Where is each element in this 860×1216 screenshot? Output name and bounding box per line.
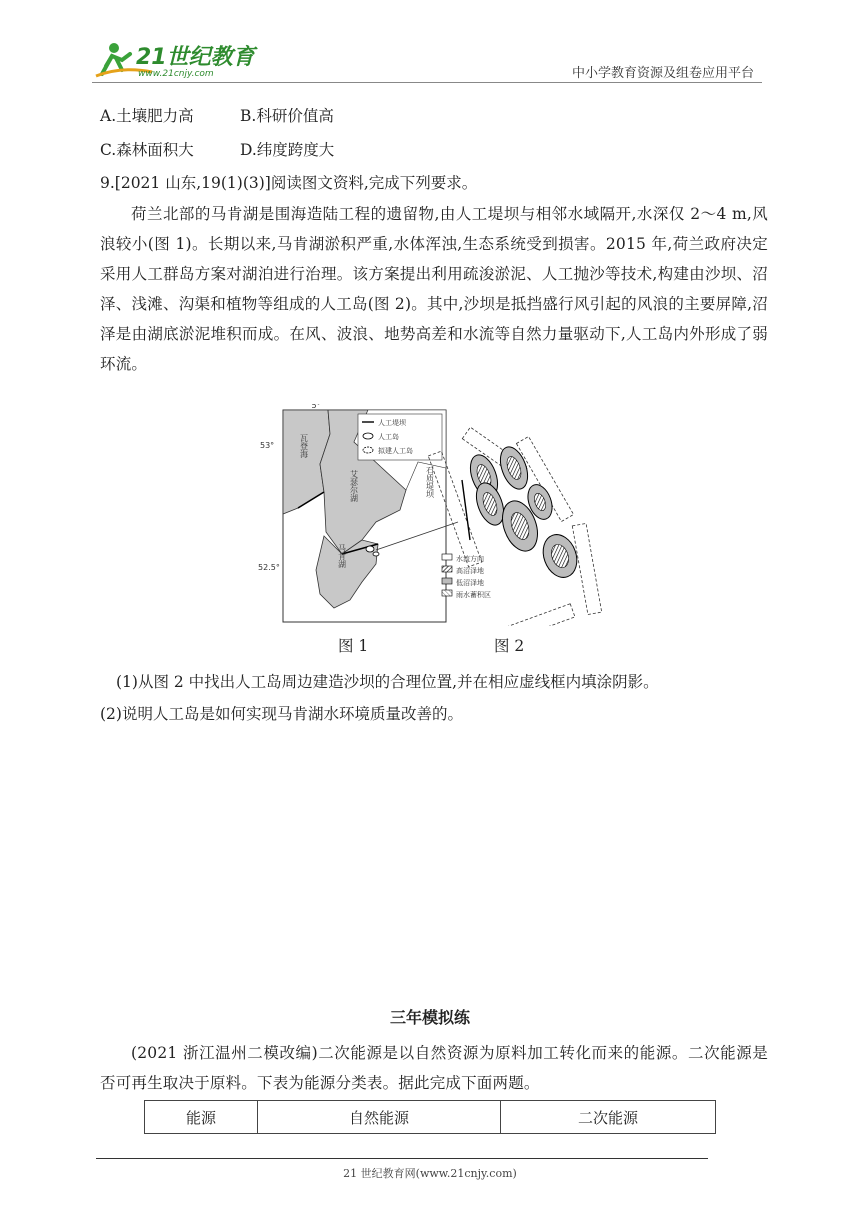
label-ijsselmeer: 艾瑟尔湖 — [349, 470, 359, 502]
footer-divider — [96, 1158, 708, 1159]
section-title: 三年模拟练 — [389, 1008, 470, 1027]
figure-maps — [258, 404, 608, 626]
svg-text:人工岛: 人工岛 — [378, 433, 399, 441]
table-header-cell: 二次能源 — [501, 1101, 716, 1134]
latitude-label-53: 53° — [260, 441, 275, 450]
option-d: D.纬度跨度大 — [240, 141, 335, 159]
option-a: A.土壤肥力高 — [100, 107, 194, 125]
label-markermeer: 马肯湖 — [337, 544, 347, 568]
islands-legend — [442, 554, 491, 599]
longitude-label: 5° — [311, 404, 321, 410]
label-stone-dam: 石质堤坝 — [425, 466, 435, 498]
figure-caption-1: 图 1 — [338, 637, 369, 655]
table-header-cell: 能源 — [145, 1101, 258, 1134]
site-logo — [92, 36, 262, 80]
svg-text:拟建人工岛: 拟建人工岛 — [378, 447, 413, 455]
svg-text:雨水蓄积区: 雨水蓄积区 — [456, 591, 491, 599]
footer-text: 21 世纪教育网(www.21cnjy.com) — [343, 1167, 517, 1180]
islands-figure-2 — [425, 427, 602, 626]
option-c: C.森林面积大 — [100, 141, 194, 159]
question-9-title: 9.[2021 山东,19(1)(3)]阅读图文资料,完成下列要求。 — [100, 174, 478, 192]
logo-head-icon — [109, 43, 119, 53]
label-wadden-sea: 瓦登海 — [299, 434, 309, 458]
figure-caption-2: 图 2 — [494, 637, 525, 655]
logo-text: 21世纪教育 — [136, 45, 255, 70]
section-intro: (2021 浙江温州二模改编)二次能源是以自然资源为原料加工转化而来的能源。二次能源是否可再生取决于原料。下表为能源分类表。据此完成下面两题。 — [100, 1044, 768, 1092]
header-divider — [92, 82, 762, 83]
option-b: B.科研价值高 — [240, 107, 334, 125]
svg-text:人工堤坝: 人工堤坝 — [378, 419, 406, 427]
logo-subtext: www.21cnjy.com — [138, 69, 214, 79]
map-figure-1 — [258, 404, 458, 622]
table-header-row — [145, 1101, 716, 1134]
svg-text:高沼泽地: 高沼泽地 — [456, 567, 484, 575]
energy-table — [144, 1100, 716, 1134]
latitude-label-52-5: 52.5° — [258, 563, 280, 572]
svg-text:低沼泽地: 低沼泽地 — [456, 579, 484, 587]
header-platform-text: 中小学教育资源及组卷应用平台 — [571, 66, 754, 81]
svg-text:水流方向: 水流方向 — [456, 555, 484, 563]
question-9-paragraph: 荷兰北部的马肯湖是围海造陆工程的遗留物,由人工堤坝与相邻水域隔开,水深仅 2～4 m,风浪较小(图 1)。长期以来,马肯湖淤积严重,水体浑浊,生态系统受到损害。2015 年,荷兰政府决定采用人工群岛方案对湖泊进行治理。该方案提出利用疏浚淤泥、人工抛沙等技术,构建由沙坝、沼泽、浅滩、沟渠和植物等组成的人工岛(图 2)。其中,沙坝是抵挡盛行风引起的风浪的主要屏障,沼泽是由湖底淤泥堆积而成。在风、波浪、地势高差和水流等自然力量驱动下,人工岛内外形成了弱环流。 — [100, 205, 768, 373]
sub-question-2: (2)说明人工岛是如何实现马肯湖水环境质量改善的。 — [100, 705, 463, 723]
table-header-cell: 自然能源 — [258, 1101, 501, 1134]
sub-question-1: (1)从图 2 中找出人工岛周边建造沙坝的合理位置,并在相应虚线框内填涂阴影。 — [116, 673, 659, 691]
